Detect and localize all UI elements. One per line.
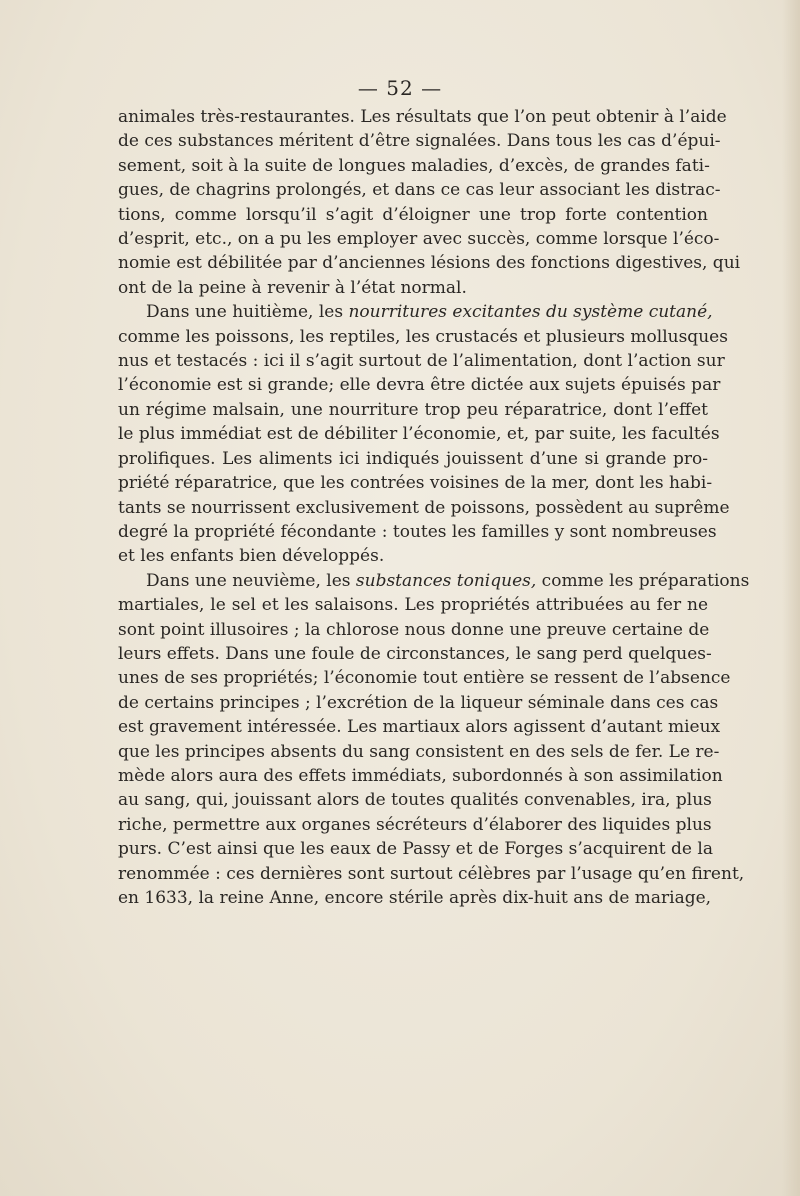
paragraph-3	[118, 569, 750, 911]
text-line	[118, 300, 713, 324]
emphasis-text: substances toniques,	[355, 570, 537, 591]
page-edge-shadow	[782, 0, 800, 1196]
text-line: unes de ses propriétés; l’économie tout entière se ressent de l’absence	[118, 668, 731, 689]
text-line: que les principes absents du sang consistent en des sels de fer. Le re-	[118, 741, 720, 762]
body-text	[118, 105, 750, 910]
text-line: purs. C’est ainsi que les eaux de Passy et de Forges s’acquirent de la	[118, 839, 713, 860]
text-line: de certains principes ; l’excrétion de la liqueur séminale dans ces cas	[118, 692, 719, 713]
text-line: le plus immédiat est de débiliter l’économie, et, par suite, les facultés	[118, 424, 720, 445]
text-line: est gravement intéressée. Les martiaux alors agissent d’autant mieux	[118, 717, 721, 738]
text-line: nus et testacés : ici il s’agit surtout de l’alimentation, dont l’action sur	[118, 351, 725, 372]
text-line: et les enfants bien développés.	[118, 546, 385, 567]
text-line: gues, de chagrins prolongés, et dans ce cas leur associant les distrac-	[118, 180, 721, 201]
text-line: animales très-restaurantes. Les résultats que l’on peut obtenir à l’aide	[118, 107, 727, 127]
text-line: sont point illusoires ; la chlorose nous donne une preuve certaine de	[118, 619, 710, 640]
text-run: Dans une neuvième, les	[146, 570, 356, 591]
text-line: martiales, le sel et les salaisons. Les propriétés attribuées au fer ne	[118, 595, 708, 616]
text-line: en 1633, la reine Anne, encore stérile après dix-huit ans de mariage,	[118, 888, 712, 908]
text-line: nomie est débilitée par d’anciennes lésions des fonctions digestives, qui	[118, 253, 741, 274]
emphasis-text: nourritures excitantes du système cutané,	[348, 302, 713, 323]
paragraph-2	[118, 300, 730, 568]
text-line: au sang, qui, jouissant alors de toutes qualités convenables, ira, plus	[118, 790, 712, 811]
text-line: prolifiques. Les aliments ici indiqués jouissent d’une si grande pro-	[118, 448, 708, 469]
text-line: tions, comme lorsqu’il s’agit d’éloigner une trop forte contention	[118, 204, 708, 225]
text-line: leurs effets. Dans une foule de circonstances, le sang perd quelques-	[118, 643, 712, 664]
text-line	[118, 569, 750, 593]
text-line: tants se nourrissent exclusivement de poissons, possèdent au suprême	[118, 497, 730, 518]
text-line: priété réparatrice, que les contrées voisines de la mer, dont les habi-	[118, 473, 713, 494]
text-line: l’économie est si grande; elle devra être dictée aux sujets épuisés par	[118, 375, 721, 396]
page-number: — 52 —	[357, 76, 443, 100]
text-line: riche, permettre aux organes sécréteurs d’élaborer des liquides plus	[118, 814, 712, 835]
text-line: degré la propriété fécondante : toutes les familles y sont nombreuses	[118, 521, 717, 542]
text-line: un régime malsain, une nourriture trop peu réparatrice, dont l’effet	[118, 399, 708, 420]
text-line: comme les poissons, les reptiles, les crustacés et plusieurs mollusques	[118, 326, 728, 347]
paragraph-1	[118, 105, 741, 300]
text-run: comme les préparations	[536, 570, 750, 591]
text-line: sement, soit à la suite de longues maladies, d’excès, de grandes fati-	[118, 155, 710, 176]
text-line: renommée : ces dernières sont surtout célèbres par l’usage qu’en firent,	[118, 863, 745, 884]
text-line: d’esprit, etc., on a pu les employer avec succès, comme lorsque l’éco-	[118, 229, 720, 250]
text-line: ont de la peine à revenir à l’état normal.	[118, 277, 467, 298]
text-run: Dans une huitième, les	[146, 302, 349, 323]
text-line: de ces substances méritent d’être signalées. Dans tous les cas d’épui-	[118, 131, 721, 152]
text-line: mède alors aura des effets immédiats, subordonnés à son assimilation	[118, 765, 723, 786]
